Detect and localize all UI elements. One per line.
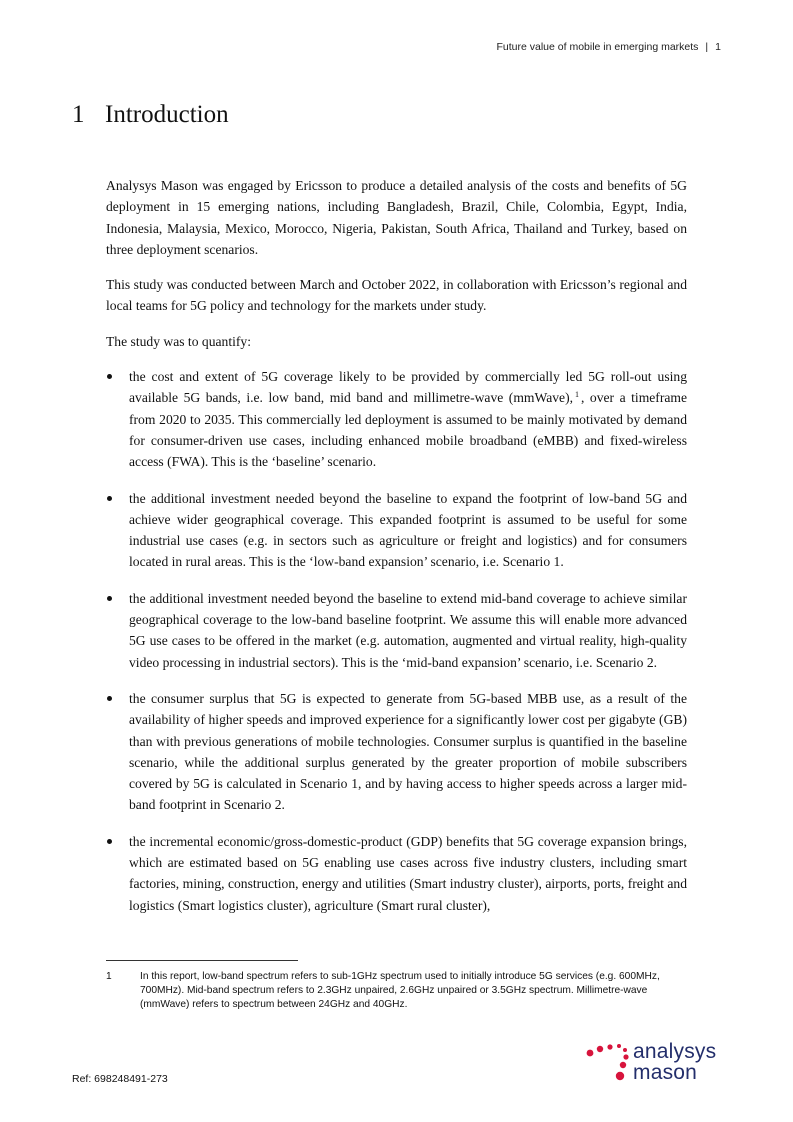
body-text — [106, 175, 687, 931]
footnote-divider — [106, 960, 298, 961]
bullet-list — [106, 366, 687, 916]
bullet-text: the incremental economic/gross-domestic-product (GDP) benefits that 5G coverage expansion brings, which are estimated based on 5G enabling use cases across five industry clusters, including smart factories, mining, construction, energy and utilities (Smart industry cluster), airports, ports, freight and logistics (Smart logistics cluster), agriculture (Smart rural cluster), — [129, 833, 687, 913]
footnote-text: In this report, low-band spectrum refers to sub-1GHz spectrum used to initially introduce 5G services (e.g. 600MHz, 700MHz). Mid-band spectrum refers to 2.3GHz unpaired, 2.6GHz unpaired or 3.5GHz spectrum. Millimetre-wave (mmWave) refers to spectrum between 24GHz and 40GHz. — [140, 971, 660, 1010]
logo-word-analysys: analysys — [633, 1040, 717, 1063]
logo-dots-icon — [585, 1042, 633, 1090]
header-separator: | — [705, 41, 709, 53]
analysys-mason-logo — [585, 1036, 735, 1092]
running-header — [496, 41, 721, 53]
bullet-text: the additional investment needed beyond the baseline to extend mid-band coverage to achieve similar geographical coverage to the low-band baseline footprint. We assume this will enable more advanced 5G use cases to be offered in the market (e.g. automation, augmented and virtual reality, high-quality video processing in industrial sectors). This is the ‘mid-band expansion’ scenario, i.e. Scenario 2. — [129, 590, 687, 670]
bullet-text: the cost and extent of 5G coverage likely to be provided by commercially led 5G roll-out using available 5G bands, i.e. low band, mid band and millimetre-wave (mmWave), — [129, 369, 687, 406]
bullet-item — [106, 688, 687, 816]
bullet-text: the consumer surplus that 5G is expected to generate from 5G-based MBB use, as a result of the availability of higher speeds and improved experience for a significantly lower cost per gigabyte (GB) than with previous generations of mobile technologies. Consumer surplus is quantified in the baseline scenario, while the additional surplus generated by the greater proportion of mobile subscribers covered by 5G is calculated in Scenario 1, and by having access to higher speeds across a larger mid-band footprint in Scenario 2. — [129, 690, 687, 813]
footnote-number: 1 — [106, 971, 112, 982]
section-title: Introduction — [105, 101, 229, 128]
section-heading — [72, 101, 229, 129]
bullet-item — [106, 831, 687, 916]
logo-word-mason: mason — [633, 1061, 698, 1084]
bullet-item — [106, 366, 687, 472]
bullet-item — [106, 488, 687, 573]
header-title: Future value of mobile in emerging markets — [496, 41, 699, 53]
paragraph: The study was to quantify: — [106, 333, 251, 349]
page-number: 1 — [715, 41, 721, 53]
document-reference: Ref: 698248491-273 — [72, 1073, 168, 1085]
footnote — [106, 970, 696, 1012]
bullet-text-cont: , over a timeframe from 2020 to 2035. This commercially led deployment is assumed to be mainly motivated by demand for consumer-driven use cases, including enhanced mobile broadband (eMBB) and fixed-wireless access (FWA). This is the ‘baseline’ scenario. — [129, 390, 688, 470]
section-number: 1 — [72, 101, 85, 128]
bullet-text: the additional investment needed beyond the baseline to expand the footprint of low-band 5G and achieve wider geographical coverage. This expanded footprint is assumed to be useful for some industrial use cases (e.g. in sectors such as agriculture or freight and logistics) and for consumers located in rural areas. This is the ‘low-band expansion’ scenario, i.e. Scenario 1. — [129, 490, 687, 570]
paragraph: This study was conducted between March and October 2022, in collaboration with Ericsson’s regional and local teams for 5G policy and technology for the markets under study. — [106, 277, 687, 314]
footnote-reference[interactable]: 1 — [575, 389, 580, 399]
paragraph: Analysys Mason was engaged by Ericsson to produce a detailed analysis of the costs and benefits of 5G deployment in 15 emerging nations, including Bangladesh, Brazil, Chile, Colombia, Egypt, India, Indonesia, Malaysia, Mexico, Morocco, Nigeria, Pakistan, South Africa, Thailand and Turkey, based on three deployment scenarios. — [106, 178, 687, 257]
bullet-item — [106, 588, 687, 673]
